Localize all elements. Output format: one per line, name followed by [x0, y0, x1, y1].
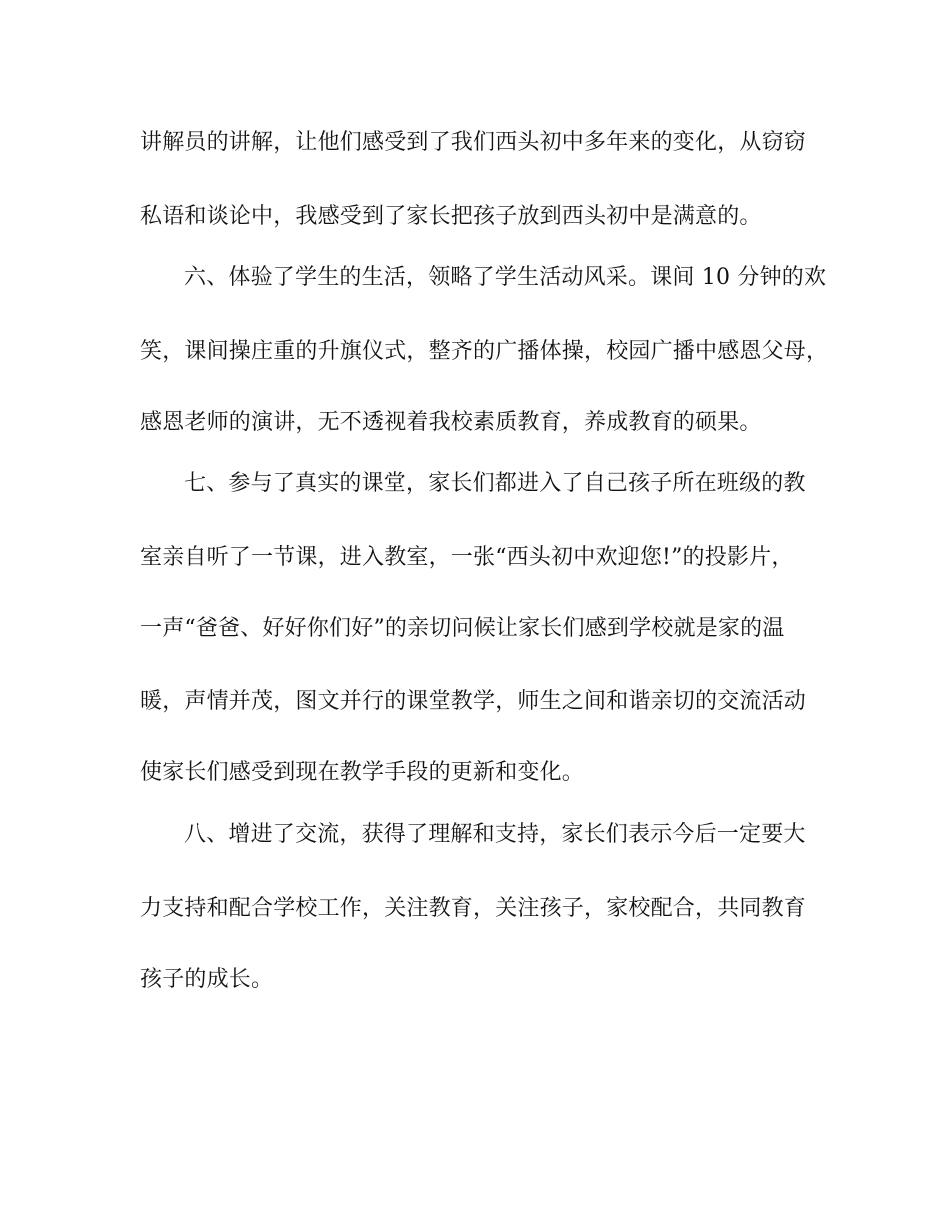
text-line-7: 室亲自听了一节课，进入教室，一张“西头初中欢迎您!”的投影片，	[140, 545, 794, 570]
text-line-12: 力支持和配合学校工作，关注教育，关注孩子，家校配合，共同教育	[140, 896, 807, 921]
text-line-6: 七、参与了真实的课堂，家长们都进入了自己孩子所在班级的教	[184, 471, 806, 496]
text-line-1: 讲解员的讲解，让他们感受到了我们西头初中多年来的变化，从窃窃	[140, 130, 807, 155]
text-line-5: 感恩老师的演讲，无不透视着我校素质教育，养成教育的硕果。	[140, 410, 762, 435]
text-line-8: 一声“爸爸、好好你们好”的亲切问候让家长们感到学校就是家的温	[140, 616, 785, 641]
text-line-10: 使家长们感受到现在教学手段的更新和变化。	[140, 760, 585, 785]
text-line-9: 暖，声情并茂，图文并行的课堂教学，师生之间和谐亲切的交流活动	[140, 689, 807, 714]
text-line-2: 私语和谈论中，我感受到了家长把孩子放到西头初中是满意的。	[140, 204, 762, 229]
text-line-4: 笑，课间操庄重的升旗仪式，整齐的广播体操，校园广播中感恩父母，	[140, 339, 829, 364]
text-line-11: 八、增进了交流，获得了理解和支持，家长们表示今后一定要大	[184, 822, 806, 847]
text-line-13: 孩子的成长。	[140, 967, 274, 992]
text-line-3: 六、体验了学生的生活，领略了学生活动风采。课间 10 分钟的欢	[184, 265, 827, 290]
